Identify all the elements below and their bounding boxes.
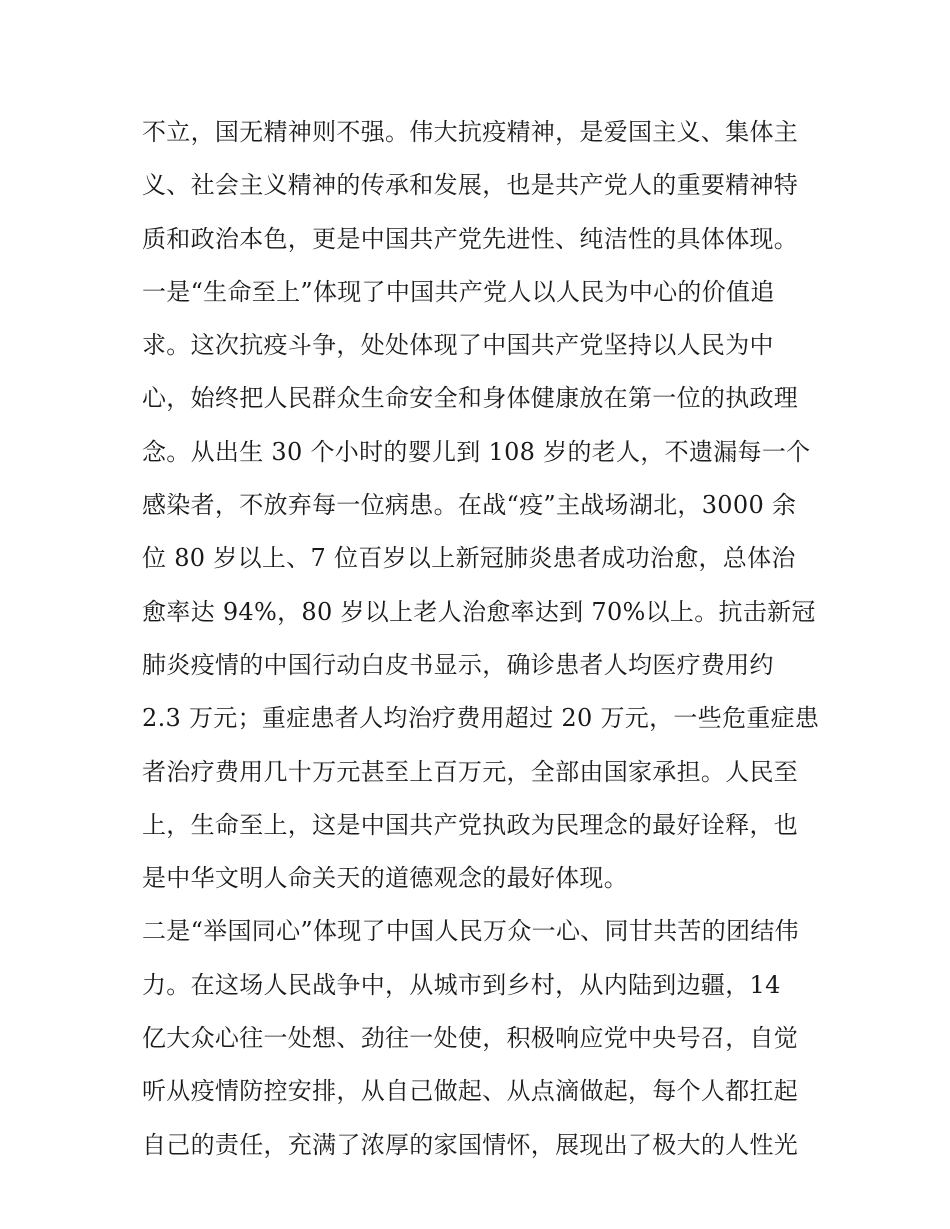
text-line: 心，始终把人民群众生命安全和身体健康放在第一位的执政理 <box>142 384 799 413</box>
text-line: 肺炎疫情的中国行动白皮书显示，确诊患者人均医疗费用约 <box>142 650 774 679</box>
text-line: 求。这次抗疫斗争，处处体现了中国共产党坚持以人民为中 <box>142 331 774 360</box>
text-line: 不立，国无精神则不强。伟大抗疫精神，是爱国主义、集体主 <box>142 118 799 146</box>
text-line: 听从疫情防控安排，从自己做起、从点滴做起，每个人都扛起 <box>142 1077 799 1106</box>
text-line: 念。从出生 30 个小时的婴儿到 108 岁的老人，不遗漏每一个 <box>142 437 811 466</box>
text-line: 二是“举国同心”体现了中国人民万众一心、同甘共苦的团结伟 <box>142 917 799 946</box>
text-line: 自己的责任，充满了浓厚的家国情怀，展现出了极大的人性光 <box>142 1130 799 1159</box>
text-line: 上，生命至上，这是中国共产党执政为民理念的最好诠释，也 <box>142 810 799 839</box>
text-line: 亿大众心往一处想、劲往一处使，积极响应党中央号召，自觉 <box>142 1024 799 1053</box>
text-line: 义、社会主义精神的传承和发展，也是共产党人的重要精神特 <box>142 171 799 200</box>
text-line: 质和政治本色，更是中国共产党先进性、纯洁性的具体体现。 <box>142 224 799 253</box>
text-line: 位 80 岁以上、7 位百岁以上新冠肺炎患者成功治愈，总体治 <box>142 544 796 573</box>
text-line: 一是“生命至上”体现了中国共产党人以人民为中心的价值追 <box>142 277 775 306</box>
text-line: 是中华文明人命关天的道德观念的最好体现。 <box>142 864 628 893</box>
text-line: 感染者，不放弃每一位病患。在战“疫”主战场湖北，3000 余 <box>142 491 797 520</box>
text-line: 力。在这场人民战争中，从城市到乡村，从内陆到边疆，14 <box>142 970 781 999</box>
text-line: 愈率达 94%，80 岁以上老人治愈率达到 70%以上。抗击新冠 <box>142 597 816 626</box>
body-text <box>142 106 822 1172</box>
text-line: 2.3 万元；重症患者人均治疗费用超过 20 万元，一些危重症患 <box>142 704 820 733</box>
text-line: 者治疗费用几十万元甚至上百万元，全部由国家承担。人民至 <box>142 757 799 786</box>
